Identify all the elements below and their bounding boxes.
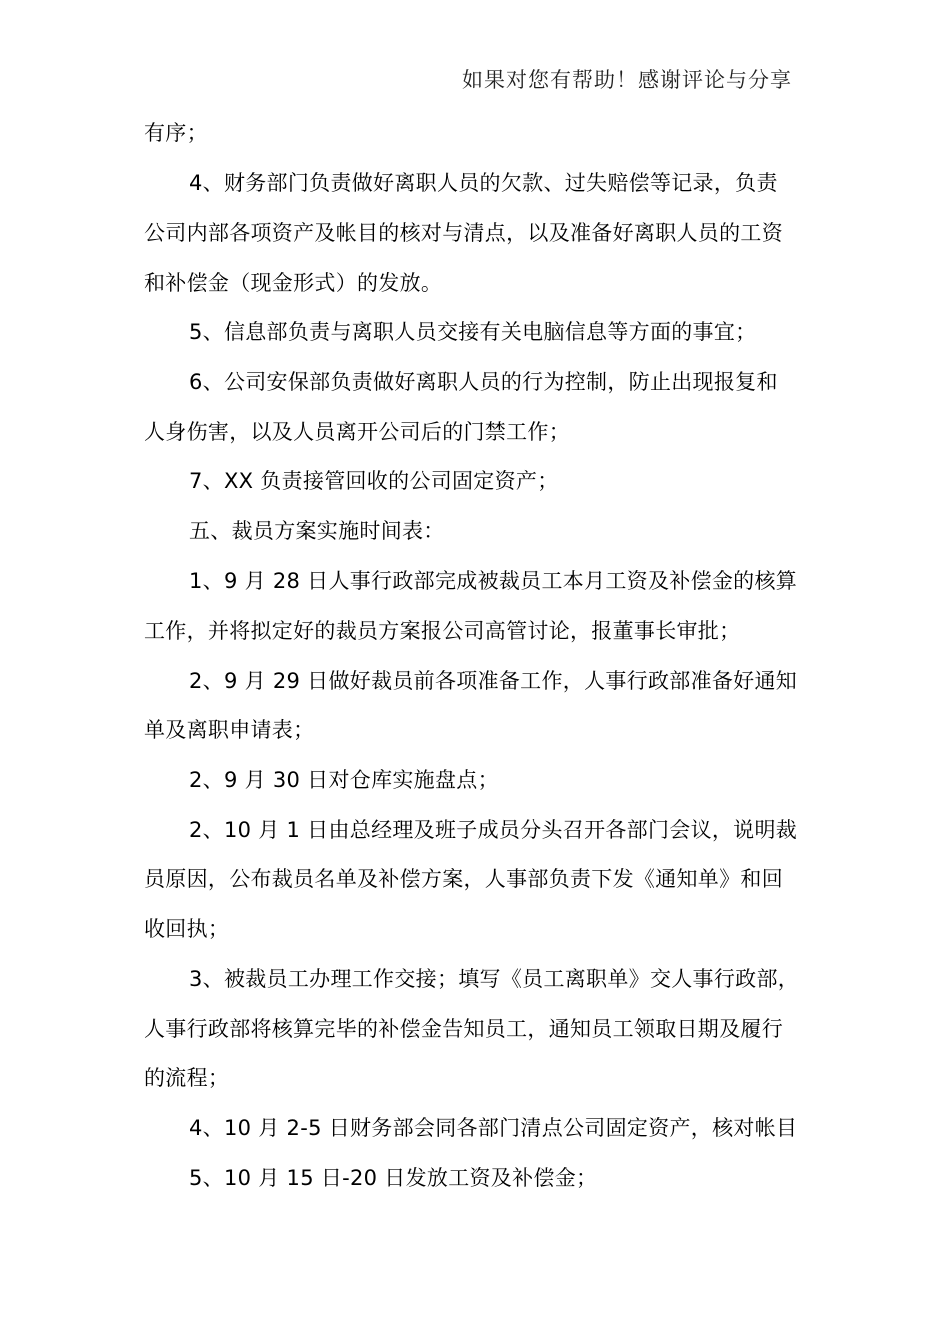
text-line: 5、信息部负责与离职人员交接有关电脑信息等方面的事宜；	[189, 320, 757, 344]
text-line: 5、10 月 15 日-20 日发放工资及补偿金；	[189, 1166, 598, 1190]
page-header: 如果对您有帮助！感谢评论与分享	[462, 68, 792, 92]
text-line: 的流程；	[144, 1066, 230, 1090]
text-line: 有序；	[144, 121, 208, 145]
text-line: 和补偿金（现金形式）的发放。	[144, 271, 443, 295]
text-line: 工作，并将拟定好的裁员方案报公司高管讨论，报董事长审批；	[144, 619, 741, 643]
text-line: 1、9 月 28 日人事行政部完成被裁员工本月工资及补偿金的核算	[189, 569, 798, 593]
text-line: 人事行政部将核算完毕的补偿金告知员工，通知员工领取日期及履行	[144, 1017, 783, 1041]
text-line: 4、财务部门负责做好离职人员的欠款、过失赔偿等记录，负责	[189, 171, 778, 195]
text-line: 2、10 月 1 日由总经理及班子成员分头召开各部门会议，说明裁	[189, 818, 798, 842]
text-line: 2、9 月 29 日做好裁员前各项准备工作，人事行政部准备好通知	[189, 669, 798, 693]
text-line: 人身伤害，以及人员离开公司后的门禁工作；	[144, 420, 570, 444]
text-line: 公司内部各项资产及帐目的核对与清点，以及准备好离职人员的工资	[144, 221, 783, 245]
text-line: 2、9 月 30 日对仓库实施盘点；	[189, 768, 499, 792]
text-line: 4、10 月 2-5 日财务部会同各部门清点公司固定资产，核对帐目	[189, 1116, 798, 1140]
text-line: 单及离职申请表；	[144, 718, 315, 742]
text-line: 6、公司安保部负责做好离职人员的行为控制，防止出现报复和	[189, 370, 778, 394]
text-line: 3、被裁员工办理工作交接；填写《员工离职单》交人事行政部，	[189, 967, 800, 991]
text-line: 员原因，公布裁员名单及补偿方案，人事部负责下发《通知单》和回	[144, 867, 783, 891]
text-line: 收回执；	[144, 917, 230, 941]
text-line: 7、XX 负责接管回收的公司固定资产；	[189, 469, 559, 493]
section-heading: 五、裁员方案实施时间表：	[189, 519, 445, 543]
